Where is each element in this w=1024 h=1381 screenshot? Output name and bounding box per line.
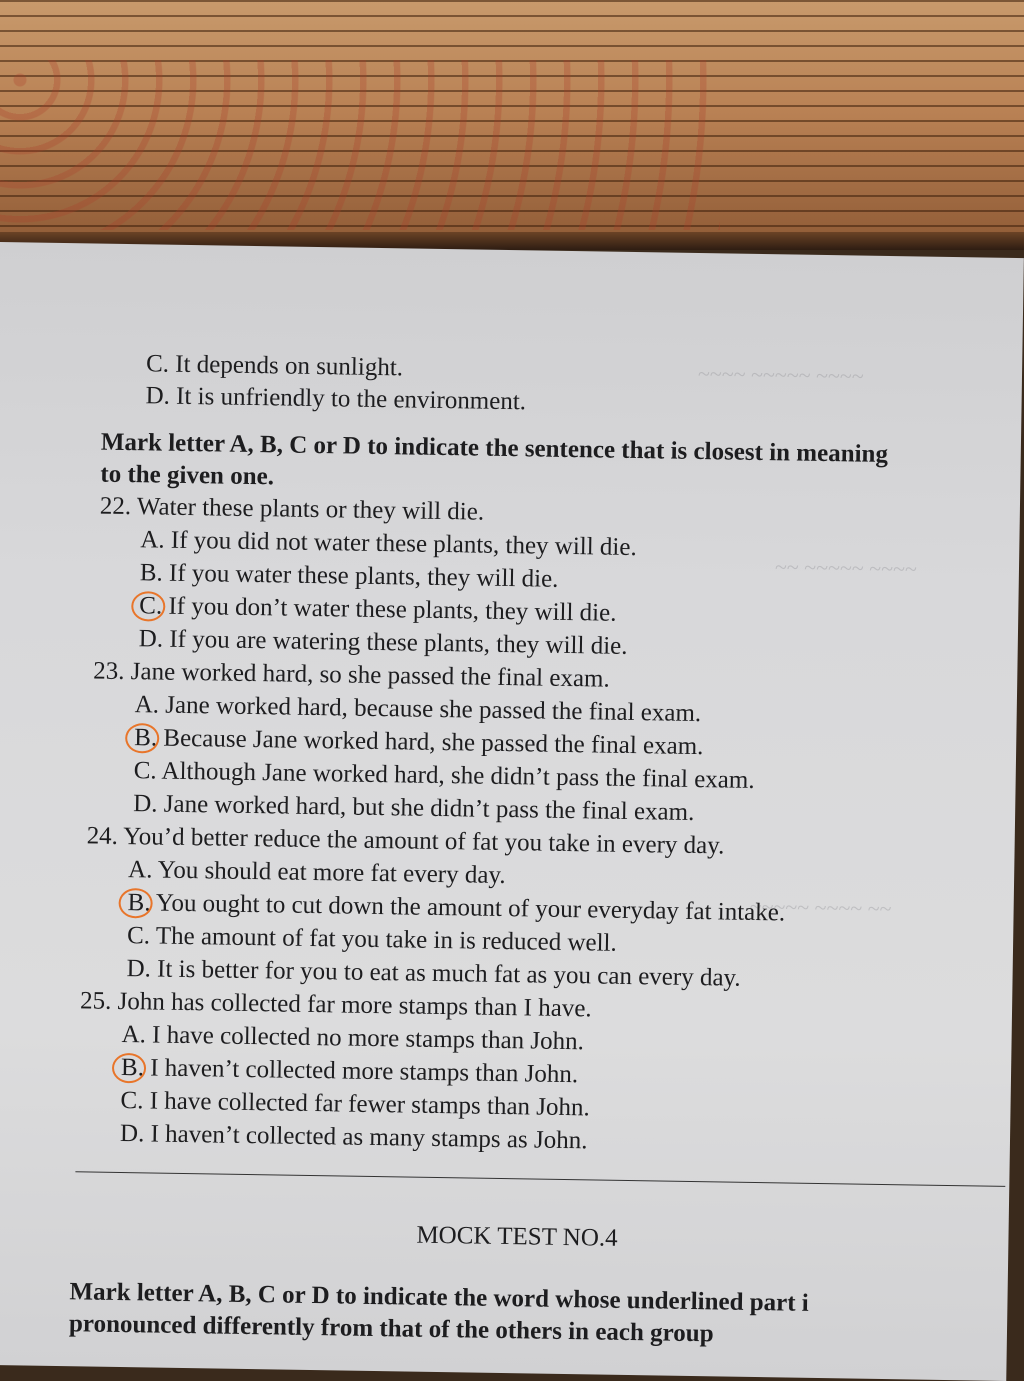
question-25-option-c: C. I have collected far fewer stamps than John. <box>120 1087 590 1122</box>
prev-option-c: C. It depends on sunlight. <box>145 350 404 382</box>
question-25-stem: 25. John has collected far more stamps than I have. <box>79 987 592 1023</box>
question-23-option-a: A. Jane worked hard, because she passed the final exam. <box>134 691 702 728</box>
question-23-stem: 23. Jane worked hard, so she passed the final exam. <box>93 657 610 693</box>
question-23-option-b: B. Because Jane worked hard, she passed the final exam. <box>134 724 704 761</box>
prev-option-d: D. It is unfriendly to the environment. <box>145 382 527 416</box>
next-instructions-line-2: pronounced differently from that of the others in each group <box>68 1310 714 1348</box>
section-divider <box>75 1171 1005 1187</box>
question-24-option-a: A. You should eat more fat every day. <box>127 856 506 890</box>
window-blind-background <box>0 0 1024 250</box>
worksheet-page <box>0 242 1024 1381</box>
question-25-option-d: D. I haven’t collected as many stamps as John. <box>119 1119 588 1155</box>
section-title: MOCK TEST NO.4 <box>416 1221 618 1252</box>
question-25-option-b: B. I haven’t collected more stamps than John. <box>120 1054 579 1089</box>
question-24-stem: 24. You’d better reduce the amount of fat you take in every day. <box>86 822 725 860</box>
question-23-option-d: D. Jane worked hard, but she didn’t pass the final exam. <box>132 790 695 826</box>
question-24-option-c: C. The amount of fat you take in is reduced well. <box>126 922 617 957</box>
question-22-option-d: D. If you are watering these plants, they will die. <box>138 625 628 660</box>
question-22-option-b: B. If you water these plants, they will die. <box>139 559 559 593</box>
question-23-option-c: C. Although Jane worked hard, she didn’t pass the final exam. <box>133 757 755 794</box>
show-through-text: ~~~~~ ~~~~ ~~ <box>749 893 892 922</box>
next-instructions-line-1: Mark letter A, B, C or D to indicate the word whose underlined part i <box>69 1278 809 1317</box>
blind-pattern <box>0 60 720 230</box>
show-through-text: ~~ ~~~~~ ~~~~ <box>774 554 918 582</box>
question-22-stem: 22. Water these plants or they will die. <box>99 492 485 526</box>
question-22-option-c: C. If you don’t water these plants, they will die. <box>139 592 617 627</box>
show-through-text: ~~~~ ~~~~~ ~~~~ <box>697 360 864 389</box>
question-24-option-d: D. It is better for you to eat as much fat as you can every day. <box>126 955 741 992</box>
instructions-line-2: to the given one. <box>100 460 275 491</box>
question-25-option-a: A. I have collected no more stamps than John. <box>121 1021 585 1056</box>
question-22-option-a: A. If you did not water these plants, they will die. <box>140 526 637 562</box>
question-24-option-b: B. You ought to cut down the amount of your everyday fat intake. <box>127 889 786 927</box>
instructions-line-1: Mark letter A, B, C or D to indicate the sentence that is closest in meaning <box>100 428 889 468</box>
